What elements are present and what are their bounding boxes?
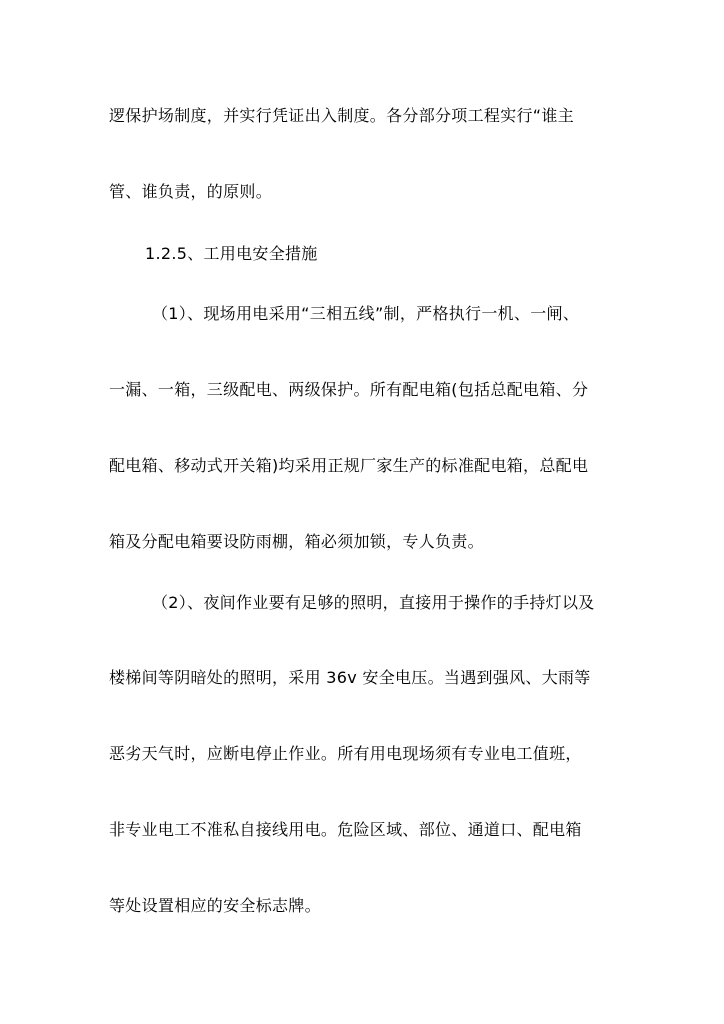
paragraph-line: 箱及分配电箱要设防雨棚，箱必须加锁，专人负责。 bbox=[109, 532, 484, 551]
paragraph-line: （1）、现场用电采用“三相五线”制，严格执行一机、一闸、 bbox=[152, 304, 580, 323]
paragraph-line: 一漏、一箱，三级配电、两级保护。所有配电箱(包括总配电箱、分 bbox=[109, 380, 589, 399]
paragraph-line: 非专业电工不准私自接线用电。危险区域、部位、通道口、配电箱 bbox=[109, 820, 582, 839]
paragraph-line: 逻保护场制度，并实行凭证出入制度。各分部分项工程实行“谁主 bbox=[109, 106, 574, 125]
section-heading: 1.2.5、工用电安全措施 bbox=[145, 244, 318, 263]
paragraph-line: 配电箱、移动式开关箱)均采用正规厂家生产的标准配电箱，总配电 bbox=[109, 456, 589, 475]
paragraph-line: （2）、夜间作业要有足够的照明，直接用于操作的手持灯以及 bbox=[152, 593, 595, 612]
paragraph-line: 管、谁负责，的原则。 bbox=[109, 182, 273, 201]
paragraph-line: 楼梯间等阴暗处的照明，采用 36v 安全电压。当遇到强风、大雨等 bbox=[109, 668, 591, 687]
paragraph-line: 等处设置相应的安全标志牌。 bbox=[109, 896, 321, 915]
paragraph-line: 恶劣天气时，应断电停止作业。所有用电现场须有专业电工值班， bbox=[109, 744, 582, 763]
